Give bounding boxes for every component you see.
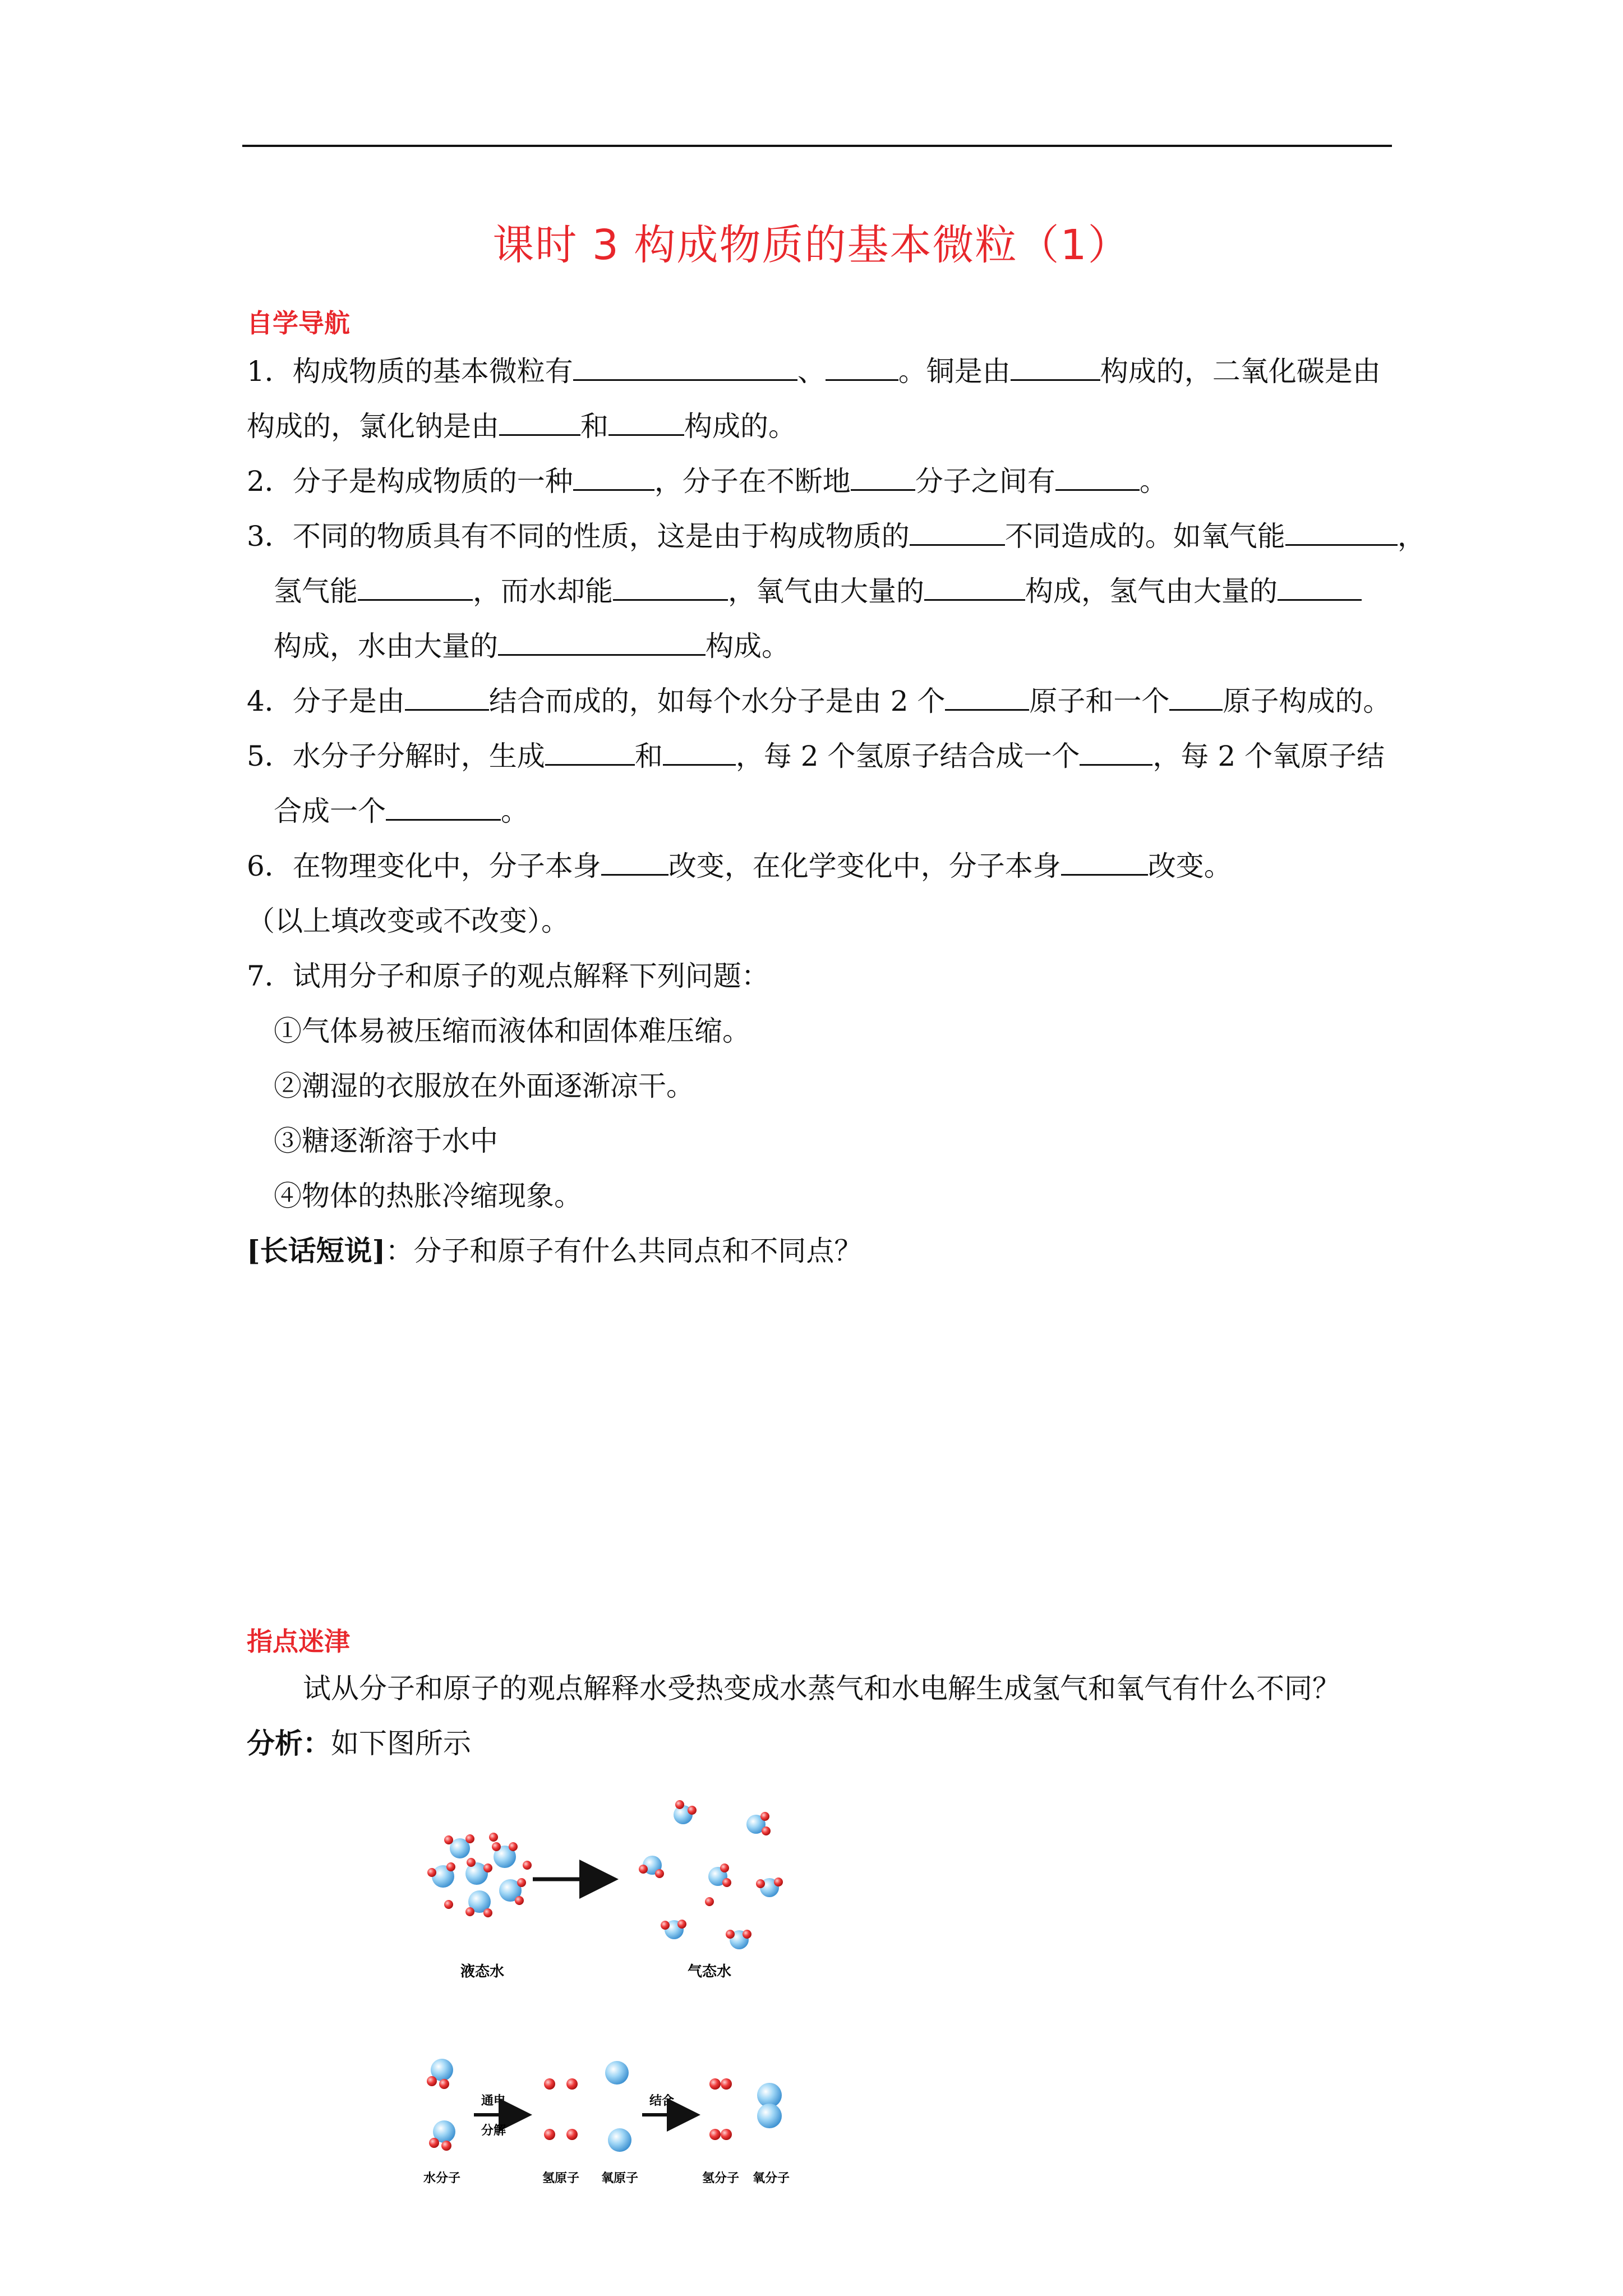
q4-text-c: 原子和一个 <box>1029 685 1170 717</box>
q4-text-b: 结合而成的，如每个水分子是由 2 个 <box>488 685 946 717</box>
analysis-line <box>247 1727 471 1760</box>
label-electrify: 通电 <box>481 2094 506 2108</box>
q7-line: 7．试用分子和原子的观点解释下列问题： <box>247 960 769 992</box>
label-combine: 结合 <box>649 2094 675 2108</box>
q3-blank-3[interactable] <box>358 574 473 601</box>
q3-blank-7[interactable] <box>498 629 706 656</box>
q1-line2 <box>247 409 796 443</box>
q7-item-4: ④物体的热胀冷缩现象。 <box>274 1180 582 1212</box>
label-oxygen-atom: 氧原子 <box>601 2171 639 2185</box>
q5-line2 <box>274 794 529 828</box>
q2-blank-1[interactable] <box>573 464 654 491</box>
header-rule <box>242 145 1392 147</box>
section-self-study: 自学导航 <box>247 308 350 338</box>
q1-blank-1[interactable] <box>573 355 797 381</box>
gas-water-molecules <box>639 1800 783 1949</box>
q3-blank-4[interactable] <box>613 574 728 601</box>
hydrogen-molecules <box>709 2078 732 2140</box>
q4-text-d: 原子构成的。 <box>1223 685 1391 717</box>
q3-text-c: ， <box>1397 520 1426 553</box>
q2-line <box>247 464 1168 498</box>
q2-text-c: 分子之间有 <box>915 465 1055 498</box>
hydrogen-atoms <box>544 2078 578 2140</box>
q3-text-g: 构成，氢气由大量的 <box>1025 575 1278 608</box>
q3-blank-6[interactable] <box>1278 574 1362 601</box>
q5-blank-2[interactable] <box>663 739 736 766</box>
q5-text-f: 。 <box>501 795 529 827</box>
q4-blank-3[interactable] <box>1169 684 1223 711</box>
q3-text-h: 构成，水由大量的 <box>274 630 498 662</box>
q1-line1 <box>247 355 1381 388</box>
q1-text-c: 。铜是由 <box>898 355 1011 388</box>
q1-blank-2[interactable] <box>826 355 898 381</box>
q3-blank-2[interactable] <box>1285 519 1398 546</box>
label-gas-water: 气态水 <box>687 1963 732 1980</box>
q6-note: （以上填改变或不改变）。 <box>247 905 569 937</box>
q3-text-a: 3．不同的物质具有不同的性质，这是由于构成物质的 <box>247 520 910 553</box>
q6-text-a: 6．在物理变化中，分子本身 <box>247 850 601 882</box>
q3-text-b: 不同造成的。如氧气能 <box>1004 520 1285 553</box>
q3-text-i: 构成。 <box>706 630 790 662</box>
q6-blank-2[interactable] <box>1061 849 1148 876</box>
q3-line3 <box>274 629 790 663</box>
oxygen-molecule <box>757 2083 782 2128</box>
q2-text-b: ，分子在不断地 <box>654 465 851 498</box>
q2-text-d: 。 <box>1139 465 1168 498</box>
q1-text-f: 和 <box>580 410 608 443</box>
q7-item-1: ①气体易被压缩而液体和固体难压缩。 <box>274 1015 750 1047</box>
label-water-molecule: 水分子 <box>423 2171 461 2185</box>
q5-blank-4[interactable] <box>386 794 501 821</box>
label-hydrogen-molecule: 氢分子 <box>702 2171 740 2185</box>
q5-blank-1[interactable] <box>545 739 635 766</box>
q1-text-e: 构成的，氯化钠是由 <box>247 410 499 443</box>
label-liquid-water: 液态水 <box>460 1963 505 1980</box>
q3-blank-5[interactable] <box>924 574 1025 601</box>
q3-text-d: 氢气能 <box>274 575 358 608</box>
electrolysis-water-molecules <box>427 2059 455 2151</box>
long-short-text: ：分子和原子有什么共同点和不同点？ <box>385 1235 863 1267</box>
page-title: 课时 3 构成物质的基本微粒（1） <box>492 221 1131 269</box>
q5-text-c: ，每 2 个氢原子结合成一个 <box>735 740 1080 772</box>
q6-text-b: 改变，在化学变化中，分子本身 <box>668 850 1061 882</box>
q4-blank-2[interactable] <box>945 684 1029 711</box>
label-oxygen-molecule: 氧分子 <box>752 2171 790 2185</box>
q2-text-a: 2．分子是构成物质的一种 <box>247 465 573 498</box>
q4-blank-1[interactable] <box>405 684 489 711</box>
q3-text-f: ，氧气由大量的 <box>728 575 924 608</box>
oxygen-atoms <box>605 2061 631 2152</box>
label-hydrogen-atom: 氢原子 <box>542 2171 580 2185</box>
q7-item-2: ②潮湿的衣服放在外面逐渐凉干。 <box>274 1070 694 1102</box>
guidance-question: 试从分子和原子的观点解释水受热变成水蒸气和水电解生成氢气和氧气有什么不同？ <box>303 1672 1340 1705</box>
q5-text-b: 和 <box>634 740 663 772</box>
q7-item-3: ③糖逐渐溶于水中 <box>274 1125 498 1157</box>
water-molecule-figure <box>393 1784 841 2221</box>
q1-blank-3[interactable] <box>1011 355 1100 381</box>
q5-text-e: 合成一个 <box>274 795 386 827</box>
label-decompose: 分解 <box>481 2124 506 2138</box>
q6-blank-1[interactable] <box>601 849 668 876</box>
q5-text-d: ，每 2 个氧原子结 <box>1152 740 1385 772</box>
q3-line2 <box>274 574 1362 608</box>
q1-text-g: 构成的。 <box>684 410 796 443</box>
q1-blank-4[interactable] <box>499 409 580 436</box>
q5-text-a: 5．水分子分解时，生成 <box>247 740 545 772</box>
long-short-label: [长话短说] <box>247 1234 386 1267</box>
liquid-water-cluster <box>427 1833 532 1917</box>
q3-blank-1[interactable] <box>910 519 1005 546</box>
q3-line1 <box>247 519 1426 553</box>
q6-text-c: 改变。 <box>1147 850 1232 882</box>
q5-line1 <box>247 739 1385 773</box>
q2-blank-2[interactable] <box>851 464 915 491</box>
analysis-label: 分析： <box>247 1727 331 1760</box>
q1-text-a: 1．构成物质的基本微粒有 <box>247 355 573 388</box>
analysis-text: 如下图所示 <box>331 1727 471 1760</box>
q1-blank-5[interactable] <box>608 409 684 436</box>
q3-text-e: ，而水却能 <box>473 575 613 608</box>
q4-text-a: 4．分子是由 <box>247 685 405 717</box>
long-short-line <box>247 1234 862 1268</box>
q5-blank-3[interactable] <box>1080 739 1152 766</box>
section-guidance: 指点迷津 <box>247 1626 350 1657</box>
q1-text-b: 、 <box>797 355 826 388</box>
q4-line <box>247 684 1391 718</box>
q2-blank-3[interactable] <box>1055 464 1140 491</box>
q6-line <box>247 849 1232 883</box>
q1-text-d: 构成的，二氧化碳是由 <box>1100 355 1381 388</box>
